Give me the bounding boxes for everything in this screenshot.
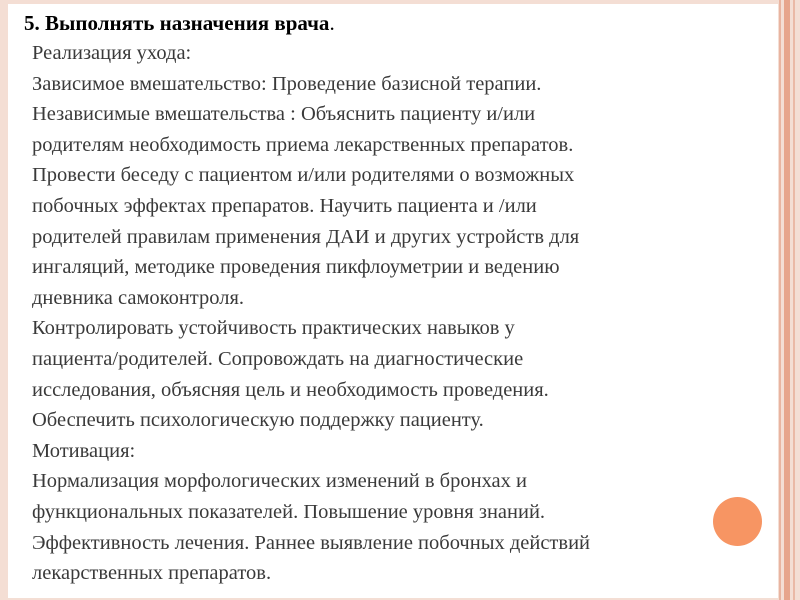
body-line: родителям необходимость приема лекарственных препаратов. <box>32 133 574 156</box>
body-line: Контролировать устойчивость практических навыков у <box>32 317 515 340</box>
body-line: Обеспечить психологическую поддержку пациенту. <box>32 409 484 432</box>
decorative-stripe <box>779 0 781 600</box>
body-line: родителей правилам применения ДАИ и других устройств для <box>32 225 580 248</box>
decorative-circle <box>713 497 762 546</box>
body-line: Зависимое вмешательство: Проведение базисной терапии. <box>32 72 542 95</box>
body-line: дневника самоконтроля. <box>32 286 245 309</box>
heading-period: . <box>329 11 335 35</box>
decorative-stripe <box>793 0 795 600</box>
slide-heading <box>24 8 335 38</box>
body-line: Провести беседу с пациентом и/или родителями о возможных <box>32 164 575 187</box>
body-line: ингаляций, методике проведения пикфлоуметрии и ведению <box>32 256 560 279</box>
body-line: Реализация ухода: <box>32 42 192 64</box>
body-line: Нормализация морфологических изменений в бронхах и <box>32 470 528 493</box>
body-line: лекарственных препаратов. <box>32 562 272 585</box>
decorative-stripe <box>784 0 790 600</box>
body-line: исследования, объясняя цель и необходимость проведения. <box>32 378 549 401</box>
heading-title: 5. Выполнять назначения врача <box>24 11 330 35</box>
slide-body <box>32 38 772 589</box>
body-line: Мотивация: <box>32 439 136 462</box>
body-line: побочных эффектах препаратов. Научить пациента и /или <box>32 194 537 217</box>
body-line: Независимые вмешательства : Объяснить пациенту и/или <box>32 103 536 126</box>
body-line: Эффективность лечения. Раннее выявление побочных действий <box>32 531 591 554</box>
body-line: пациента/родителей. Сопровождать на диагностические <box>32 347 524 370</box>
body-line: функциональных показателей. Повышение уровня знаний. <box>32 500 546 523</box>
